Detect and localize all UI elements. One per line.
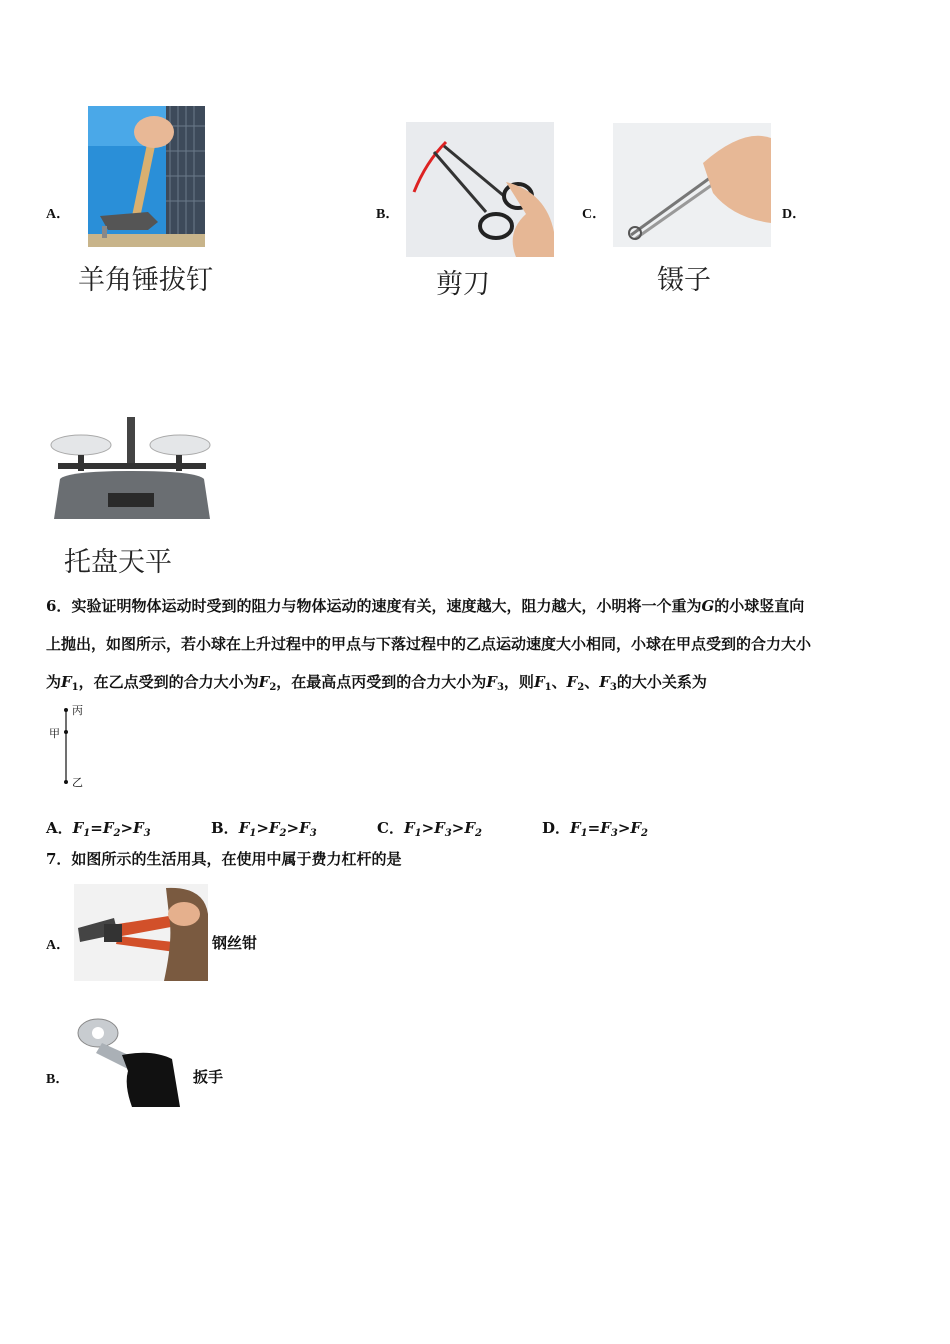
q6-answer-a [46, 817, 151, 838]
sep-2: 、 [584, 673, 600, 691]
q6-answer-c-label: C． [377, 819, 404, 837]
sub-3: 3 [496, 682, 504, 693]
pliers-caption: 钢丝钳 [212, 934, 258, 952]
q7-option-b-label: B． [46, 1072, 70, 1087]
balance-caption: 托盘天平 [64, 547, 172, 578]
q6-answer-b [211, 817, 317, 838]
q6-answer-d-text: $F_1=F_3>F_2$ [570, 819, 649, 839]
point-bing: 丙 [72, 704, 83, 717]
var-f1b: F [533, 673, 545, 691]
q6-text-3e: 的大小关系为 [616, 673, 707, 691]
point-yi: 乙 [72, 776, 83, 789]
point-jia: 甲 [49, 727, 60, 740]
sub-1: 1 [71, 682, 79, 693]
var-f1: F [61, 673, 72, 691]
q6-number: 6． [46, 597, 72, 615]
q6-line-1 [46, 597, 804, 616]
q6-answer-a-label: A． [46, 819, 73, 837]
q7-option-a-label: A． [46, 938, 71, 953]
sub-1b: 1 [544, 682, 552, 693]
option-d-label: D． [782, 207, 807, 222]
q6-text-3b: ，在乙点受到的合力大小为 [78, 673, 259, 691]
q6-answer-a-text: $F_1=F_2>F_3$ [72, 819, 151, 839]
var-f3b: F [599, 673, 610, 691]
wrench-photo [72, 1015, 190, 1107]
q6-text-3d: ，则 [503, 673, 534, 691]
q6-answer-c-text: $F_1>F_3>F_2$ [403, 819, 482, 839]
var-f2b: F [566, 673, 578, 691]
q6-text-1: 实验证明物体运动时受到的阻力与物体运动的速度有关，速度越大，阻力越大，小明将一个重为 [71, 597, 702, 615]
q6-answer-d [542, 817, 648, 838]
hammer-caption: 羊角锤拔钉 [78, 265, 213, 296]
sub-2b: 2 [577, 682, 585, 693]
scissors-photo [406, 122, 554, 257]
option-b-label: B． [376, 207, 400, 222]
tweezers-photo [613, 123, 771, 247]
q6-text-1-tail: 的小球竖直向 [714, 597, 805, 615]
q6-answer-c [377, 817, 482, 838]
sub-3b: 3 [609, 682, 617, 693]
tweezers-caption: 镊子 [657, 265, 711, 296]
q6-line-3 [46, 673, 707, 692]
var-f2: F [258, 673, 270, 691]
wrench-caption: 扳手 [193, 1068, 224, 1086]
q6-answer-d-label: D． [542, 819, 571, 837]
hammer-photo [88, 106, 205, 247]
option-c-label: C． [582, 207, 607, 222]
q7-stem: 7．如图所示的生活用具，在使用中属于费力杠杆的是 [46, 850, 402, 868]
motion-diagram [46, 702, 96, 792]
q6-answer-b-label: B． [211, 819, 239, 837]
var-g: G [701, 597, 715, 615]
scissors-caption: 剪刀 [436, 269, 490, 300]
q6-answer-b-text: $F_1>F_2>F_3$ [238, 819, 317, 839]
q6-text-3a: 为 [46, 673, 62, 691]
q6-text-3c: ，在最高点丙受到的合力大小为 [276, 673, 487, 691]
pliers-photo [74, 884, 208, 981]
sub-2: 2 [269, 682, 277, 693]
balance-photo [48, 415, 216, 525]
q6-line-2: 上抛出，如图所示，若小球在上升过程中的甲点与下落过程中的乙点运动速度大小相同，小球在甲点受到的合力大小 [46, 635, 812, 653]
option-a-label: A． [46, 207, 71, 222]
sep-1: 、 [551, 673, 567, 691]
var-f3: F [486, 673, 497, 691]
